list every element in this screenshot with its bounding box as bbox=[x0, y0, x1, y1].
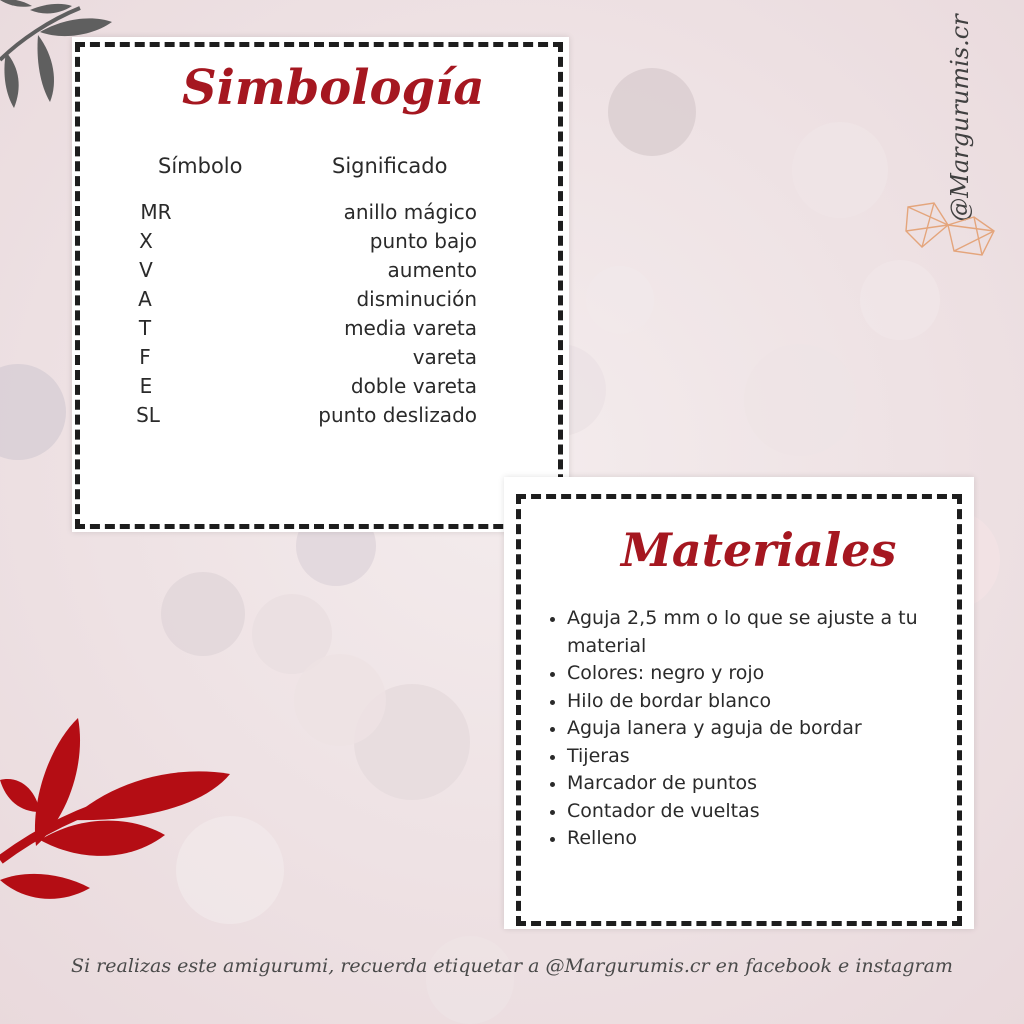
symbol-cell: T bbox=[138, 316, 152, 340]
meaning-cell: anillo mágico bbox=[343, 200, 477, 224]
list-item: Relleno bbox=[550, 825, 950, 853]
list-item: Aguja lanera y aguja de bordar bbox=[550, 715, 950, 743]
symbol-cell: MR bbox=[140, 200, 172, 224]
symbol-cell: X bbox=[139, 229, 153, 253]
meaning-cell: punto bajo bbox=[369, 229, 477, 253]
symbol-column-header: Símbolo bbox=[158, 154, 243, 178]
list-item: Hilo de bordar blanco bbox=[550, 688, 950, 716]
list-item: Contador de vueltas bbox=[550, 798, 950, 826]
list-item: Colores: negro y rojo bbox=[550, 660, 950, 688]
symbol-cell: E bbox=[139, 374, 153, 398]
geometric-leaf-logo-icon bbox=[900, 195, 1000, 265]
meaning-cell: media vareta bbox=[344, 316, 477, 340]
footer-caption: Si realizas este amigurumi, recuerda etiquetar a @Margurumis.cr en facebook e instagram bbox=[71, 955, 953, 977]
meaning-cell: punto deslizado bbox=[318, 403, 477, 427]
meaning-cell: disminución bbox=[356, 287, 477, 311]
meaning-column-header: Significado bbox=[332, 154, 448, 178]
materiales-title: Materiales bbox=[621, 523, 897, 577]
meaning-cell: doble vareta bbox=[350, 374, 477, 398]
simbologia-title: Simbología bbox=[182, 60, 485, 116]
meaning-cell: aumento bbox=[387, 258, 477, 282]
brand-watermark: @Margurumis.cr bbox=[946, 14, 974, 222]
symbol-cell: A bbox=[138, 287, 152, 311]
materials-list bbox=[550, 605, 950, 853]
materiales-card bbox=[504, 477, 974, 929]
simbologia-card bbox=[72, 37, 569, 532]
list-item: Marcador de puntos bbox=[550, 770, 950, 798]
symbol-cell: V bbox=[139, 258, 153, 282]
symbol-cell: F bbox=[139, 345, 151, 369]
list-item: Tijeras bbox=[550, 743, 950, 771]
meaning-cell: vareta bbox=[412, 345, 477, 369]
symbol-cell: SL bbox=[136, 403, 160, 427]
list-item: Aguja 2,5 mm o lo que se ajuste a tu material bbox=[550, 605, 950, 660]
